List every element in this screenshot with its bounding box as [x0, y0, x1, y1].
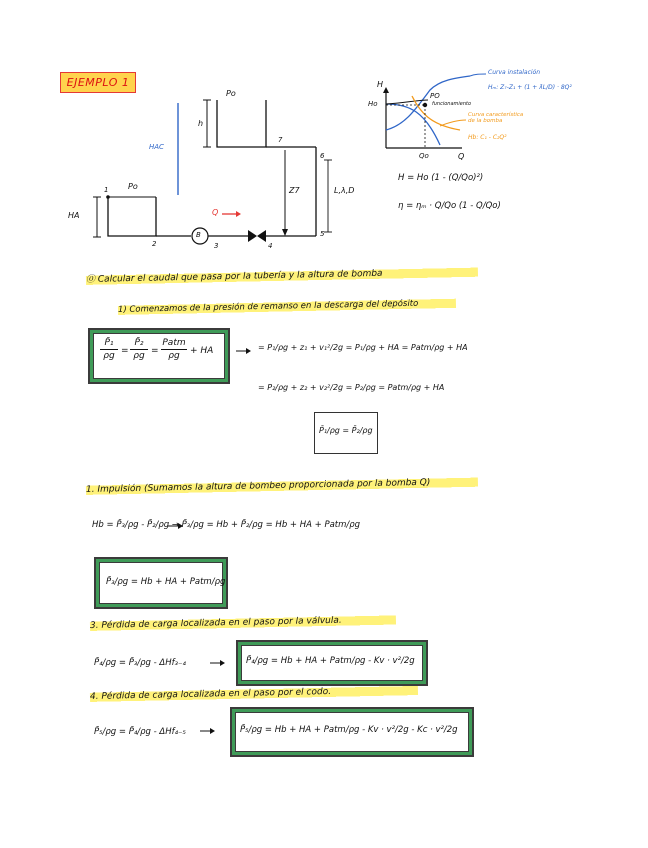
section3-header: 3. Pérdida de carga localizada en el paso por la válvula.	[90, 613, 396, 633]
section0-line2: = P₂/ρg + z₂ + v₂²/2g = P₂/ρg = Patm/ρg + HA	[258, 383, 445, 392]
pump-curve-equation: Hb: C₁ - C₂Q²	[468, 134, 507, 141]
head-equation: H = Ho (1 - (Q/Qo)²)	[398, 173, 484, 183]
section3-box	[236, 640, 428, 686]
curve-axis-q: Q	[458, 152, 465, 161]
node-7: 7	[278, 136, 283, 144]
node-5: 5	[320, 230, 325, 238]
node-4: 4	[268, 242, 273, 250]
curve-axis-h: H	[377, 80, 384, 89]
installation-curve-equation: Hₘ: Z₇-Z₁ + (1 + ƛL/D) · 8Q²	[488, 84, 572, 91]
section0-small-box	[314, 412, 378, 454]
section0-main-box	[88, 328, 230, 384]
node-6: 6	[320, 152, 325, 160]
section0-line1: = P₁/ρg + z₁ + v₁²/2g = P₁/ρg + HA = Patm/ρg + HA	[258, 343, 468, 352]
hac-label: HAC	[149, 143, 164, 151]
frac-patm: Patm ρg	[162, 338, 186, 361]
section1-box-eq: P̄₃/ρg = Hb + HA + Patm/ρg	[106, 577, 226, 587]
curve-qo-tick: Qo	[419, 152, 429, 160]
node-3: 3	[214, 242, 219, 250]
section3-box-eq: P̄₄/ρg = Hb + HA + Patm/ρg - Kv · v²/2g	[246, 656, 415, 666]
section0-subheader: 1) Comenzamos de la presión de remanso en la descarga del depósito	[118, 296, 456, 317]
plus-ha: + HA	[190, 346, 214, 356]
pipe-params-label: L,λ,D	[334, 186, 355, 195]
frac-p1: $\frac{\text{P̄₁}}{\rho g}$	[100, 338, 118, 362]
pump-b-label: B	[196, 231, 201, 239]
section0-header: ⓪ Calcular el caudal que pasa por la tubería y la altura de bomba	[86, 265, 478, 287]
section4-header: 4. Pérdida de carga localizada en el paso por el codo.	[90, 683, 418, 704]
efficiency-equation: η = ηₘ · Q/Qo (1 - Q/Qo)	[398, 201, 501, 211]
ha-label: HA	[68, 211, 80, 220]
section3-equation: P̄₄/ρg = P̄₃/ρg - ΔHf₃₋₄	[94, 658, 186, 668]
pump-curve-label: Curva característica de la bomba	[468, 112, 524, 124]
equals-sign: =	[121, 346, 129, 356]
section1-equation: Hb = P̄₃/ρg - P̄₂/ρg → P̄₃/ρg = Hb + P̄₂/ρg = Hb + HA + Patm/ρg	[92, 520, 361, 530]
section4-equation: P̄₅/ρg = P̄₄/ρg - ΔHf₄₋₅	[94, 727, 186, 737]
section4-box	[230, 707, 474, 757]
installation-curve-label: Curva instalación	[488, 69, 541, 76]
node-2: 2	[152, 240, 157, 248]
operating-point-note: funcionamiento	[432, 101, 472, 107]
section0-small-box-eq: P̄₁/ρg = P̄₂/ρg	[319, 426, 373, 435]
flow-q-label: Q	[212, 208, 219, 217]
z7-label: Z7	[289, 186, 300, 195]
node-1: 1	[104, 186, 109, 194]
tank2-pressure-label: Po	[226, 89, 236, 98]
operating-point-label: PO	[430, 92, 440, 100]
section1-header: 1. Impulsión (Sumamos la altura de bombeo proporcionada por la bomba Q)	[86, 475, 478, 497]
curve-ho-label: Ho	[368, 100, 378, 108]
section4-box-eq: P̄₅/ρg = Hb + HA + Patm/ρg - Kv · v²/2g - Kc · v²/2g	[240, 725, 458, 735]
h-label: h	[198, 119, 204, 128]
example-title: EJEMPLO 1	[60, 72, 136, 93]
tank1-pressure-label: Po	[128, 182, 138, 191]
frac-p2: $\frac{\text{P̄₂}}{\rho g}$	[130, 338, 148, 362]
section1-box	[94, 557, 228, 609]
equals-sign: =	[151, 346, 159, 356]
